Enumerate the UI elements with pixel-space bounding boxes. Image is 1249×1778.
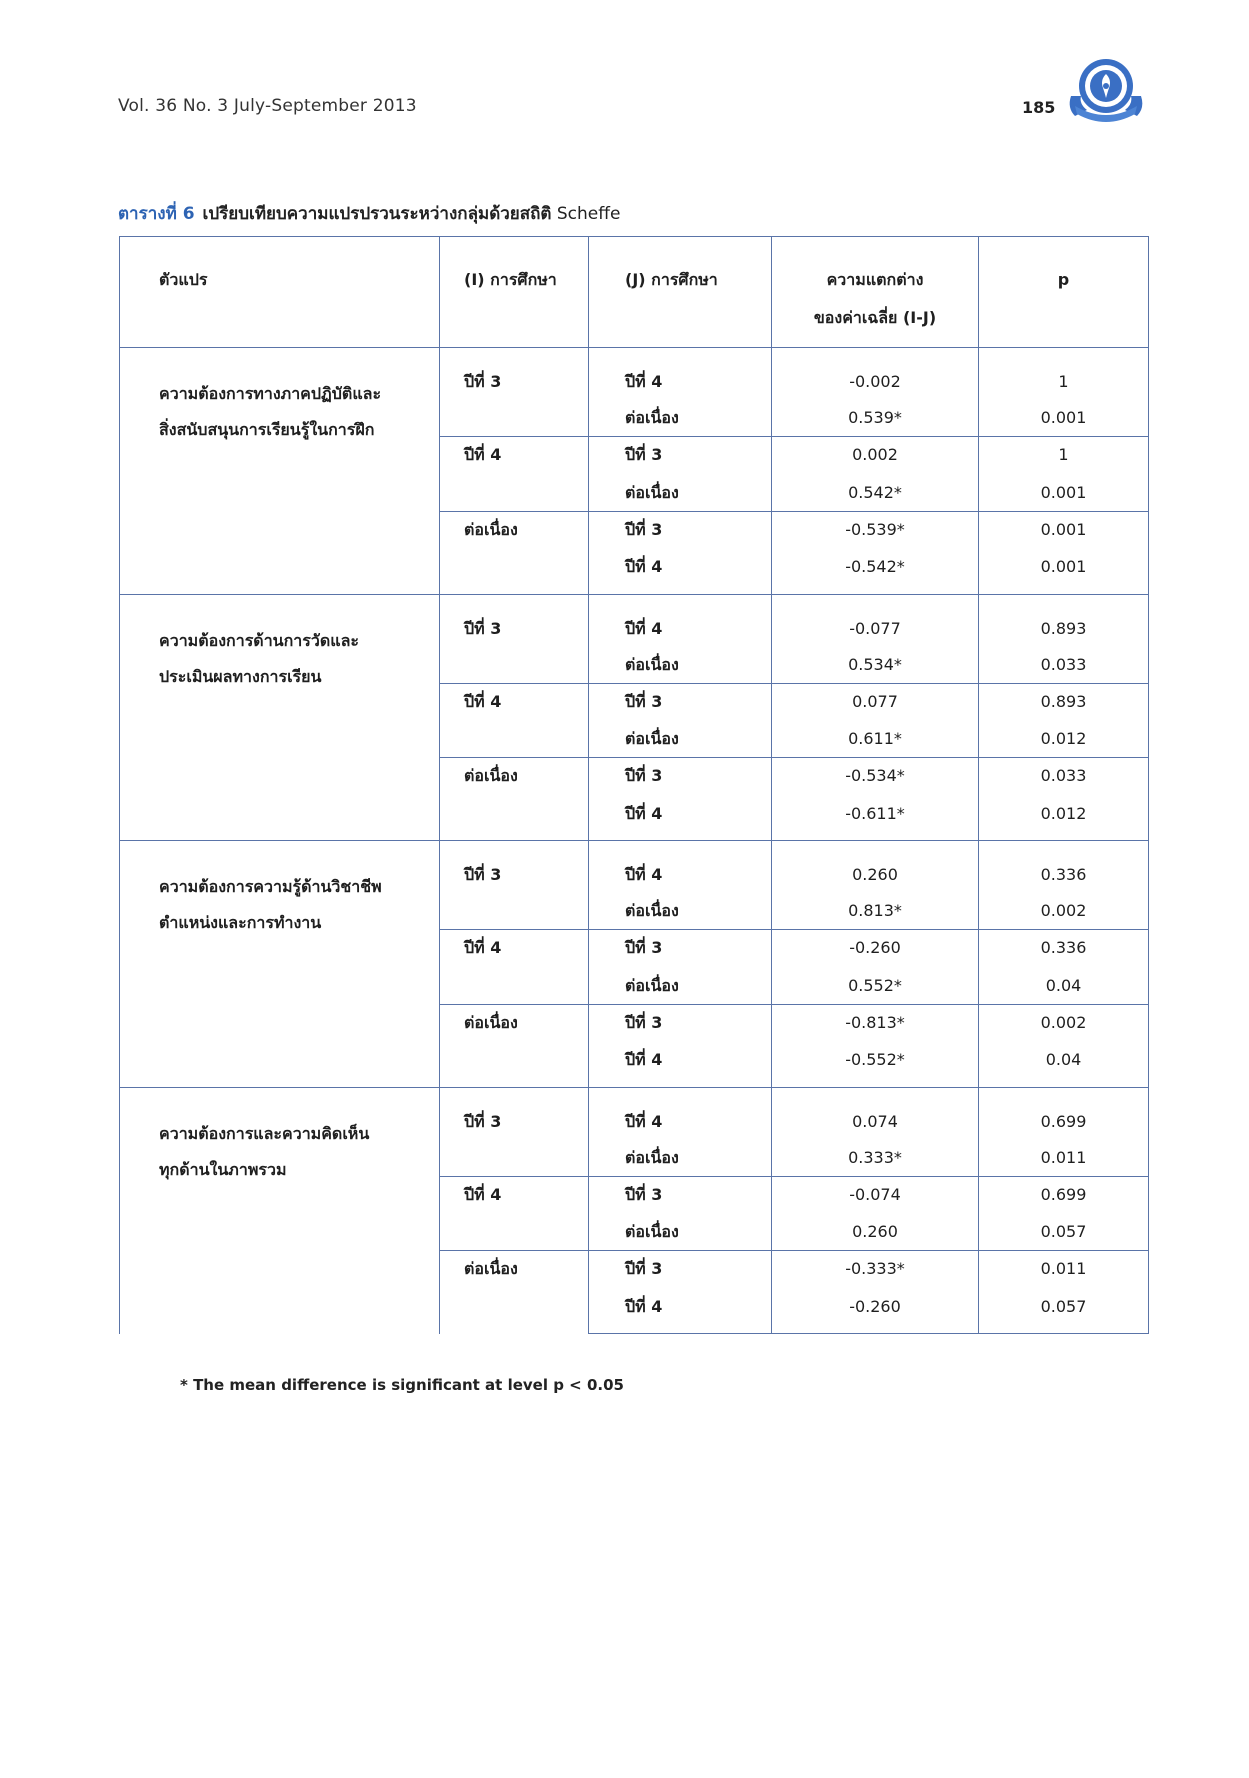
variable-name-line: ความต้องการด้านการวัดและ [159, 630, 359, 650]
p-value: 0.033 [1040, 654, 1087, 674]
p-value-cell [979, 647, 1149, 684]
j-education-value-cell [589, 647, 772, 684]
mean-difference-value: -0.077 [849, 618, 901, 638]
j-education-value: ปีที่ 4 [625, 1111, 663, 1131]
p-value: 0.699 [1040, 1111, 1087, 1131]
i-education-value: ปีที่ 4 [464, 1184, 502, 1204]
j-education-value-cell [589, 796, 772, 841]
p-value-cell [979, 721, 1149, 758]
j-education-value-cell [589, 594, 772, 647]
mean-difference-value: 0.542* [848, 482, 902, 502]
p-value: 0.002 [1040, 901, 1087, 920]
i-education-cell [440, 1176, 589, 1251]
mean-difference-value-cell [772, 1140, 979, 1177]
header-j-education [589, 237, 772, 348]
mean-difference-value-cell [772, 1214, 979, 1251]
j-education-value-cell [589, 893, 772, 930]
university-seal-logo [1065, 56, 1147, 124]
j-education-value: ปีที่ 3 [625, 938, 663, 957]
j-education-value: ปีที่ 4 [625, 372, 663, 391]
table-header-row [120, 237, 1149, 348]
j-education-value-cell [589, 348, 772, 401]
running-head: Vol. 36 No. 3 July-September 2013 [118, 96, 417, 116]
variable-name-line: ความต้องการความรู้ด้านวิชาชีพ [159, 877, 382, 896]
variable-cell [120, 594, 440, 841]
mean-difference-value-cell [772, 721, 979, 758]
mean-difference-value-cell [772, 758, 979, 796]
p-value-cell [979, 1251, 1149, 1289]
i-education-value: ปีที่ 4 [464, 938, 502, 957]
i-education-cell [440, 841, 589, 930]
page-number: 185 [1022, 98, 1056, 117]
j-education-value-cell [589, 683, 772, 721]
mean-difference-value-cell [772, 1176, 979, 1214]
i-education-value: ปีที่ 4 [464, 445, 502, 464]
mean-difference-value-cell [772, 1251, 979, 1289]
p-value-cell [979, 475, 1149, 512]
header-mean-difference [772, 237, 979, 348]
j-education-value: ปีที่ 3 [625, 1012, 663, 1032]
j-education-value-cell [589, 1214, 772, 1251]
p-value-cell [979, 1087, 1149, 1140]
j-education-value-cell [589, 1140, 772, 1177]
p-value-cell [979, 1176, 1149, 1214]
mean-difference-value: -0.002 [849, 372, 901, 391]
i-education-cell [440, 348, 589, 437]
header-mean-diff-line2: ของค่าเฉลี่ย (I-J) [813, 308, 937, 327]
j-education-value: ปีที่ 3 [625, 445, 663, 464]
p-value: 0.012 [1040, 729, 1087, 748]
mean-difference-value: 0.552* [848, 975, 902, 995]
j-education-value-cell [589, 1042, 772, 1087]
p-value: 0.033 [1040, 766, 1087, 785]
j-education-value-cell [589, 475, 772, 512]
j-education-value: ปีที่ 3 [625, 1184, 663, 1204]
j-education-value-cell [589, 968, 772, 1005]
mean-difference-value-cell [772, 437, 979, 475]
variable-cell [120, 1087, 440, 1334]
j-education-value-cell [589, 511, 772, 549]
i-education-cell [440, 1251, 589, 1334]
p-value-cell [979, 796, 1149, 841]
p-value-cell [979, 400, 1149, 437]
j-education-value-cell [589, 1176, 772, 1214]
mean-difference-value: 0.077 [852, 691, 898, 711]
p-value: 1 [1058, 372, 1069, 391]
mean-difference-value-cell [772, 647, 979, 684]
i-education-cell [440, 930, 589, 1005]
mean-difference-value: 0.611* [848, 729, 902, 748]
mean-difference-value-cell [772, 511, 979, 549]
caption-text: เปรียบเทียบความแปรปรวนระหว่างกลุ่มด้วยสถิติ [202, 204, 552, 224]
p-value-cell [979, 1042, 1149, 1087]
p-value-cell [979, 683, 1149, 721]
j-education-value: ปีที่ 3 [625, 691, 663, 711]
mean-difference-value: 0.074 [852, 1111, 898, 1131]
p-value-cell [979, 930, 1149, 968]
mean-difference-value-cell [772, 1004, 979, 1042]
p-value: 0.699 [1040, 1184, 1087, 1204]
i-education-value: ต่อเนื่อง [464, 1259, 518, 1278]
mean-difference-value: -0.611* [845, 803, 905, 823]
j-education-value: ปีที่ 4 [625, 1050, 663, 1069]
j-education-value-cell [589, 930, 772, 968]
table-row [120, 594, 1149, 647]
j-education-value: ต่อเนื่อง [625, 901, 679, 920]
variable-name-line: ความต้องการและความคิดเห็น [159, 1123, 370, 1143]
table-row [120, 1087, 1149, 1140]
p-value: 0.011 [1040, 1147, 1087, 1167]
table-row [120, 841, 1149, 894]
i-education-cell [440, 511, 589, 594]
mean-difference-value-cell [772, 348, 979, 401]
p-value-cell [979, 549, 1149, 594]
mean-difference-value: -0.542* [845, 557, 905, 576]
variable-name-line: ความต้องการทางภาคปฏิบัติและ [159, 384, 382, 403]
variable-name-line: ประเมินผลทางการเรียน [159, 666, 322, 686]
j-education-value: ต่อเนื่อง [625, 1222, 679, 1241]
mean-difference-value: -0.552* [845, 1050, 905, 1069]
j-education-value-cell [589, 721, 772, 758]
i-education-value: ปีที่ 3 [464, 618, 502, 638]
i-education-value: ต่อเนื่อง [464, 766, 518, 785]
p-value: 0.04 [1045, 1050, 1082, 1069]
variable-name-line: สิ่งสนับสนุนการเรียนรู้ในการฝึก [159, 420, 375, 439]
p-value-cell [979, 893, 1149, 930]
j-education-value: ปีที่ 3 [625, 519, 663, 539]
mean-difference-value: 0.260 [852, 865, 898, 884]
j-education-value: ต่อเนื่อง [625, 1147, 679, 1167]
variable-name-line: ตำแหน่งและการทำงาน [159, 913, 322, 932]
mean-difference-value-cell [772, 1289, 979, 1334]
header-i-education [440, 237, 589, 348]
mean-difference-value: -0.260 [849, 938, 901, 957]
mean-difference-value-cell [772, 1042, 979, 1087]
i-education-cell [440, 437, 589, 512]
i-education-value: ต่อเนื่อง [464, 519, 518, 539]
j-education-value: ปีที่ 4 [625, 557, 663, 576]
table-body [120, 348, 1149, 1334]
mean-difference-value-cell [772, 841, 979, 894]
j-education-value-cell [589, 400, 772, 437]
mean-difference-value-cell [772, 683, 979, 721]
i-education-cell [440, 594, 589, 683]
j-education-value: ต่อเนื่อง [625, 654, 679, 674]
variable-cell [120, 348, 440, 595]
p-value: 0.893 [1040, 691, 1087, 711]
mean-difference-value: -0.539* [845, 519, 905, 539]
p-value: 0.057 [1040, 1222, 1087, 1241]
mean-difference-value-cell [772, 400, 979, 437]
i-education-cell [440, 683, 589, 758]
i-education-value: ปีที่ 3 [464, 372, 502, 391]
mean-difference-value: -0.260 [849, 1296, 901, 1316]
p-value-cell [979, 968, 1149, 1005]
variable-name-line: ทุกด้านในภาพรวม [159, 1159, 287, 1179]
mean-difference-value: 0.539* [848, 408, 902, 427]
j-education-value-cell [589, 1289, 772, 1334]
p-value-cell [979, 1214, 1149, 1251]
p-value: 0.336 [1040, 938, 1087, 957]
p-value: 0.893 [1040, 618, 1087, 638]
i-education-cell [440, 1087, 589, 1176]
mean-difference-value: -0.813* [845, 1012, 905, 1032]
p-value-cell [979, 594, 1149, 647]
p-value-cell [979, 348, 1149, 401]
mean-difference-value-cell [772, 796, 979, 841]
j-education-value: ปีที่ 4 [625, 1296, 663, 1316]
mean-difference-value-cell [772, 930, 979, 968]
mean-difference-value: 0.260 [852, 1222, 898, 1241]
table-footnote: * The mean difference is significant at level p < 0.05 [180, 1376, 624, 1394]
header-p [979, 237, 1149, 348]
j-education-value: ปีที่ 3 [625, 1259, 663, 1278]
p-value: 0.002 [1040, 1012, 1087, 1032]
mean-difference-value-cell [772, 893, 979, 930]
i-education-value: ปีที่ 4 [464, 691, 502, 711]
p-value: 0.012 [1040, 803, 1087, 823]
j-education-value-cell [589, 437, 772, 475]
mean-difference-value-cell [772, 475, 979, 512]
i-education-cell [440, 1004, 589, 1087]
caption-label: ตารางที่ 6 [118, 204, 195, 224]
j-education-value-cell [589, 758, 772, 796]
j-education-value: ปีที่ 4 [625, 803, 663, 823]
j-education-value: ต่อเนื่อง [625, 975, 679, 995]
p-value: 1 [1058, 445, 1069, 464]
j-education-value: ต่อเนื่อง [625, 729, 679, 748]
j-education-value-cell [589, 1087, 772, 1140]
mean-difference-value: 0.534* [848, 654, 902, 674]
table-caption [118, 200, 620, 227]
mean-difference-value-cell [772, 549, 979, 594]
i-education-value: ปีที่ 3 [464, 1111, 502, 1131]
mean-difference-value: 0.002 [852, 445, 898, 464]
p-value-cell [979, 758, 1149, 796]
header-variable [120, 237, 440, 348]
p-value-cell [979, 841, 1149, 894]
mean-difference-value: 0.333* [848, 1147, 902, 1167]
j-education-value: ปีที่ 4 [625, 865, 663, 884]
caption-suffix: Scheffe [551, 204, 621, 224]
i-education-value: ปีที่ 3 [464, 865, 502, 884]
p-value: 0.04 [1045, 975, 1082, 995]
p-value: 0.336 [1040, 865, 1087, 884]
p-value-cell [979, 511, 1149, 549]
p-value: 0.011 [1040, 1259, 1087, 1278]
header-p-label: p [1057, 270, 1070, 289]
p-value: 0.001 [1040, 557, 1087, 576]
mean-difference-value-cell [772, 968, 979, 1005]
j-education-value: ปีที่ 4 [625, 618, 663, 638]
scheffe-comparison-table [119, 236, 1149, 1334]
p-value-cell [979, 1289, 1149, 1334]
i-education-cell [440, 758, 589, 841]
p-value: 0.001 [1040, 408, 1087, 427]
header-i-education-label: (I) การศึกษา [464, 270, 557, 289]
header-mean-diff-line1: ความแตกต่าง [826, 270, 924, 289]
j-education-value-cell [589, 549, 772, 594]
table-row [120, 348, 1149, 401]
j-education-value-cell [589, 1251, 772, 1289]
j-education-value-cell [589, 1004, 772, 1042]
p-value: 0.001 [1040, 482, 1087, 502]
header-variable-label: ตัวแปร [159, 270, 208, 289]
variable-cell [120, 841, 440, 1088]
p-value: 0.057 [1040, 1296, 1087, 1316]
j-education-value-cell [589, 841, 772, 894]
i-education-value: ต่อเนื่อง [464, 1012, 518, 1032]
mean-difference-value-cell [772, 594, 979, 647]
mean-difference-value-cell [772, 1087, 979, 1140]
j-education-value: ต่อเนื่อง [625, 408, 679, 427]
mean-difference-value: -0.333* [845, 1259, 905, 1278]
j-education-value: ปีที่ 3 [625, 766, 663, 785]
j-education-value: ต่อเนื่อง [625, 482, 679, 502]
p-value-cell [979, 1140, 1149, 1177]
mean-difference-value: -0.074 [849, 1184, 901, 1204]
p-value-cell [979, 1004, 1149, 1042]
p-value: 0.001 [1040, 519, 1087, 539]
mean-difference-value: -0.534* [845, 766, 905, 785]
header-j-education-label: (J) การศึกษา [625, 270, 718, 289]
p-value-cell [979, 437, 1149, 475]
mean-difference-value: 0.813* [848, 901, 902, 920]
